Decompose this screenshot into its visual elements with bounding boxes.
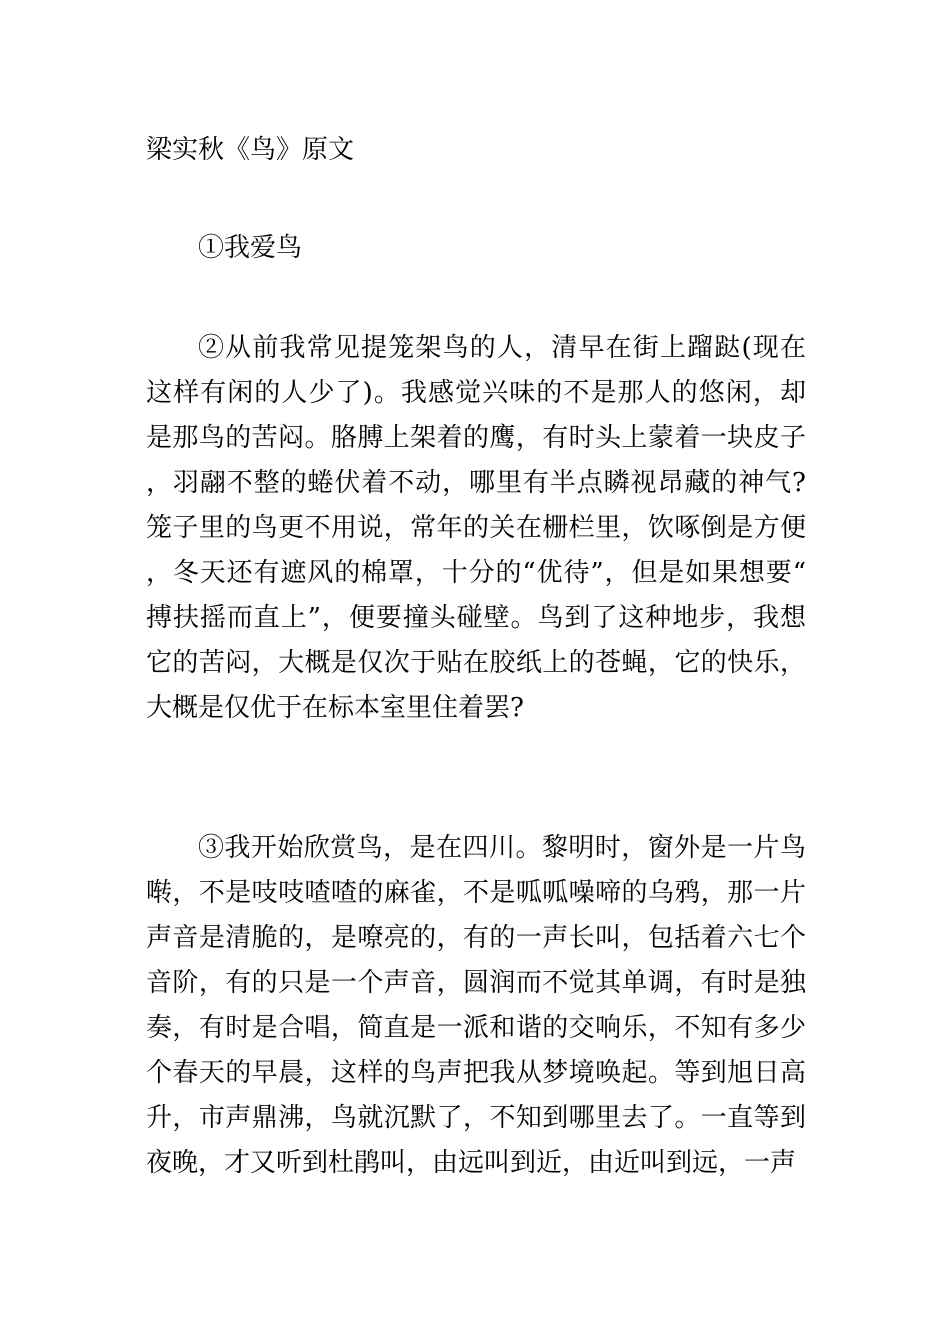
paragraph-2: ②从前我常见提笼架鸟的人，清早在街上蹓跶(现在这样有闲的人少了)。我感觉兴味的不是那人的悠闲，却是那鸟的苦闷。胳膊上架着的鹰，有时头上蒙着一块皮子，羽翮不整的蜷伏着不动，哪里有半点瞵视昂藏的神气?笼子里的鸟更不用说，常年的关在栅栏里，饮啄倒是方便，冬天还有遮风的棉罩，十分的“优待”，但是如果想要“搏扶摇而直上”，便要撞头碰壁。鸟到了这种地步，我想它的苦闷，大概是仅次于贴在胶纸上的苍蝇，它的快乐，大概是仅优于在标本室里住着罢? [146,333,806,723]
paragraph-1: ①我爱鸟 [198,233,303,263]
document-title: 梁实秋《鸟》原文 [146,135,355,165]
paragraph-3: ③我开始欣赏鸟，是在四川。黎明时，窗外是一片鸟啭，不是吱吱喳喳的麻雀，不是呱呱噪啼的乌鸦，那一片声音是清脆的，是嘹亮的，有的一声长叫，包括着六七个音阶，有的只是一个声音，圆润而不觉其单调，有时是独奏，有时是合唱，简直是一派和谐的交响乐，不知有多少个春天的早晨，这样的鸟声把我从梦境唤起。等到旭日高升，市声鼎沸，鸟就沉默了，不知到哪里去了。一直等到夜晚，才又听到杜鹃叫，由远叫到近，由近叫到远，一声 [146,833,806,1178]
